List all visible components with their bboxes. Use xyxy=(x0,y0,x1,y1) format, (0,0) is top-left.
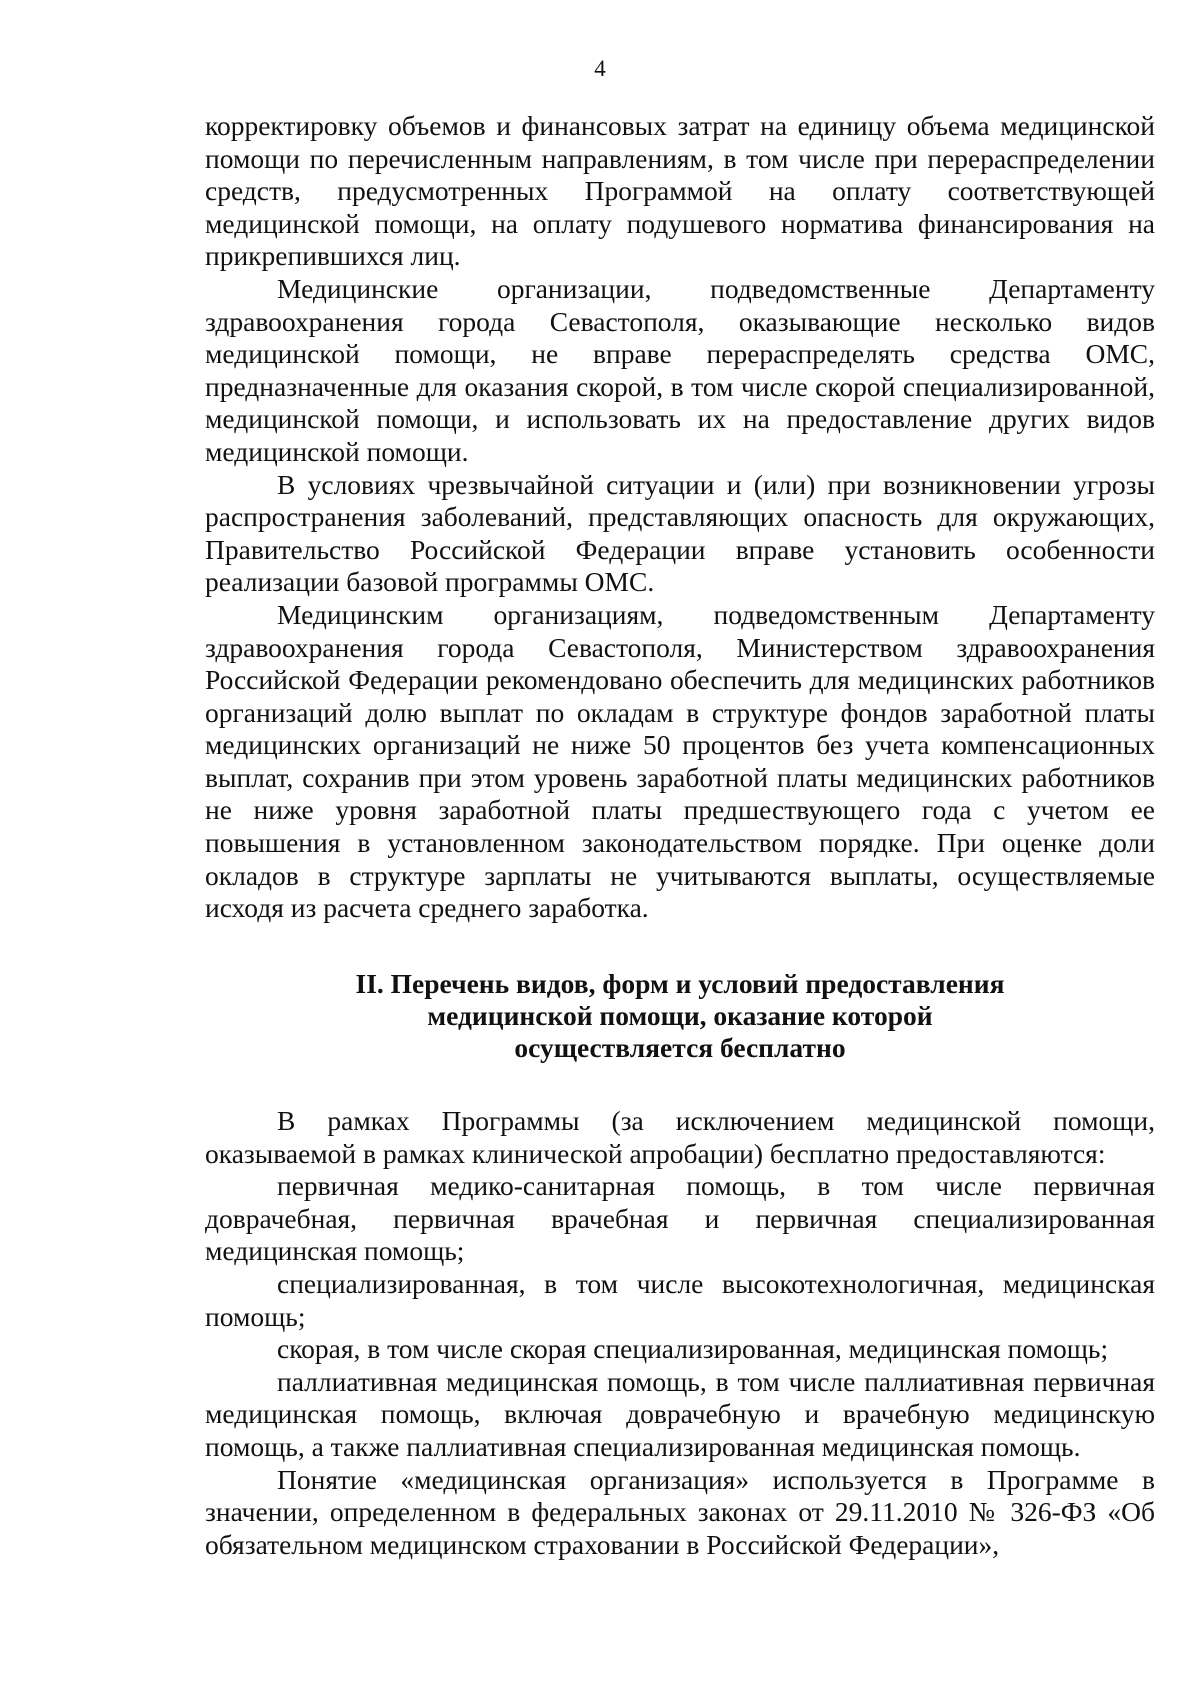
section-heading xyxy=(205,968,1155,1064)
section-heading-line-1: II. Перечень видов, форм и условий предоставления xyxy=(355,968,1005,999)
paragraph-organizations-funds: Медицинские организации, подведомственные Департаменту здравоохранения города Севастополя, оказывающие несколько видов медицинской помощи, не вправе перераспределять средства ОМС, предназначенные для оказания скорой, в том числе скорой специализированной, медицинской помощи, и использовать их на предоставление других видов медицинской помощи. xyxy=(205,272,1155,467)
list-item-specialized-care: специализированная, в том числе высокотехнологичная, медицинская помощь; xyxy=(205,1267,1155,1332)
paragraph-emergency: В условиях чрезвычайной ситуации и (или) при возникновении угрозы распространения заболеваний, представляющих опасность для окружающих, Правительство Российской Федерации вправе установить особенности реализации базовой программы ОМС. xyxy=(205,468,1155,598)
page-number: 4 xyxy=(594,56,606,81)
list-item-primary-care: первичная медико-санитарная помощь, в том числе первичная доврачебная, первичная врачебная и первичная специализированная медицинская помощь; xyxy=(205,1170,1155,1267)
paragraph-salary: Медицинским организациям, подведомственным Департаменту здравоохранения города Севастополя, Министерством здравоохранения Российской Федерации рекомендовано обеспечить для медицинских работников организаций долю выплат по окладам в структуре фондов заработной платы медицинских организаций не ниже 50 процентов без учета компенсационных выплат, сохранив при этом уровень заработной платы медицинских работников не ниже уровня заработной платы предшествующего года с учетом ее повышения в установленном законодательством порядке. При оценке доли окладов в структуре зарплаты не учитываются выплаты, осуществляемые исходя из расчета среднего заработка. xyxy=(205,598,1155,924)
body-top xyxy=(205,110,1155,925)
list-item-emergency-care: скорая, в том числе скорая специализированная, медицинская помощь; xyxy=(277,1333,1109,1365)
paragraph-continuation: корректировку объемов и финансовых затрат на единицу объема медицинской помощи по перечисленным направлениям, в том числе при перераспределении средств, предусмотренных Программой на оплату соответствующей медицинской помощи, на оплату подушевого норматива финансирования на прикрепившихся лиц. xyxy=(205,110,1155,272)
paragraph-free-care-intro: В рамках Программы (за исключением медицинской помощи, оказываемой в рамках клинической апробации) бесплатно предоставляются: xyxy=(205,1105,1155,1169)
body-bottom xyxy=(205,1105,1155,1561)
paragraph-definition: Понятие «медицинская организация» используется в Программе в значении, определенном в федеральных законах от 29.11.2010 № 326-ФЗ «Об обязательном медицинском страховании в Российской Федерации», xyxy=(205,1463,1155,1560)
section-heading-line-2: медицинской помощи, оказание которой xyxy=(427,1000,933,1031)
section-heading-line-3: осуществляется бесплатно xyxy=(514,1032,846,1063)
list-item-palliative-care: паллиативная медицинская помощь, в том числе паллиативная первичная медицинская помощь, включая доврачебную и врачебную медицинскую помощь, а также паллиативная специализированная медицинская помощь. xyxy=(205,1365,1155,1462)
